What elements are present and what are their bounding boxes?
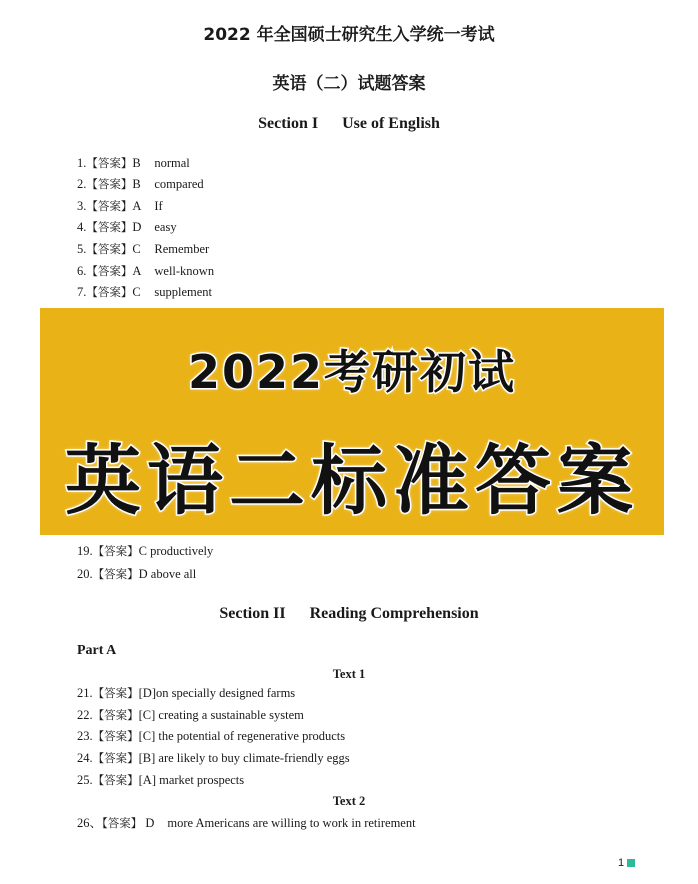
answer-tag: 【答案】 xyxy=(92,729,139,743)
answer-row xyxy=(77,284,212,300)
answer-number: 2. xyxy=(77,177,87,191)
answer-text: above all xyxy=(150,567,197,581)
answer-text: normal xyxy=(154,156,190,170)
answer-letter: C xyxy=(138,544,147,558)
answer-row xyxy=(77,155,190,171)
answer-tag: 【答案】 xyxy=(92,751,139,765)
banner-headline: 2022考研初试 xyxy=(187,345,517,399)
answer-number: 5. xyxy=(77,242,87,256)
answer-letter: A xyxy=(132,199,142,213)
answer-number: 6. xyxy=(77,264,87,278)
answer-tag: 【答案】 xyxy=(86,199,133,213)
answer-number: 21. xyxy=(77,686,93,700)
answer-row xyxy=(77,176,204,192)
answer-number: 20. xyxy=(77,567,93,581)
answer-letter: C xyxy=(132,285,141,299)
page-number: 1 xyxy=(618,857,625,869)
section-2-name: Reading Comprehension xyxy=(309,605,479,622)
answer-number: 1. xyxy=(77,156,87,170)
document-subtitle: 英语（二）试题答案 xyxy=(272,74,426,94)
section-1-heading xyxy=(0,115,698,133)
answer-letter: C xyxy=(132,242,141,256)
answer-tag: 【答案】 xyxy=(92,773,139,787)
answer-row xyxy=(77,728,345,744)
answer-text: If xyxy=(154,199,163,213)
answer-letter: B xyxy=(132,177,141,191)
answer-row xyxy=(77,566,196,582)
answer-text: supplement xyxy=(154,285,213,299)
answer-text: [C] the potential of regenerative products xyxy=(138,729,346,743)
answer-text: productively xyxy=(150,544,214,558)
answer-tag: 【答案】 xyxy=(92,567,139,581)
answer-tag: 【答案】 xyxy=(86,264,133,278)
answer-text: [D]on specially designed farms xyxy=(138,686,296,700)
answer-tag: 【答案】 xyxy=(86,177,133,191)
answer-number: 19. xyxy=(77,544,93,558)
answer-row xyxy=(77,750,350,766)
answer-tag: 【答案】 xyxy=(92,708,139,722)
answer-text: [B] are likely to buy climate-friendly eggs xyxy=(138,751,350,765)
answer-text: [A] market prospects xyxy=(138,773,245,787)
answer-tag: 【答案】 xyxy=(86,156,133,170)
answer-row xyxy=(77,772,244,788)
answer-letter: D xyxy=(132,220,142,234)
answer-row xyxy=(77,707,304,723)
part-a-heading: Part A xyxy=(77,643,117,658)
answer-text: well-known xyxy=(154,264,215,278)
answer-row xyxy=(77,685,295,701)
answer-letter: A xyxy=(132,264,142,278)
page-marker-icon xyxy=(627,859,635,867)
answer-letter: D xyxy=(145,816,155,830)
answer-row xyxy=(77,543,213,559)
answer-row xyxy=(77,241,209,257)
answer-row xyxy=(77,198,163,214)
answer-number: 22. xyxy=(77,708,93,722)
answer-text: Remember xyxy=(154,242,210,256)
answer-row xyxy=(77,815,416,831)
answer-tag: 【答案】 xyxy=(86,242,133,256)
answer-tag: 【答案】 xyxy=(92,686,139,700)
answer-number: 24. xyxy=(77,751,93,765)
answer-text: more Americans are willing to work in retirement xyxy=(167,816,416,830)
answer-text: easy xyxy=(154,220,177,234)
document-title: 2022 年全国硕士研究生入学统一考试 xyxy=(203,25,495,45)
answer-number: 26、 xyxy=(77,816,103,830)
answer-row xyxy=(77,219,177,235)
answer-row xyxy=(77,263,214,279)
banner-subheadline: 英语二标准答案 xyxy=(65,436,639,525)
answer-number: 7. xyxy=(77,285,87,299)
answer-tag: 【答案】 xyxy=(102,816,143,830)
text-2-heading: Text 2 xyxy=(332,794,366,808)
answer-number: 25. xyxy=(77,773,93,787)
section-2-label: Section II xyxy=(219,605,286,622)
section-1-label: Section I xyxy=(258,115,319,132)
answer-tag: 【答案】 xyxy=(86,220,133,234)
answer-number: 4. xyxy=(77,220,87,234)
answer-tag: 【答案】 xyxy=(92,544,139,558)
text-1-heading: Text 1 xyxy=(332,667,366,681)
answer-number: 23. xyxy=(77,729,93,743)
answer-tag: 【答案】 xyxy=(86,285,133,299)
section-2-heading xyxy=(0,605,698,623)
answer-letter: B xyxy=(132,156,141,170)
answer-number: 3. xyxy=(77,199,87,213)
answer-text: [C] creating a sustainable system xyxy=(138,708,304,722)
answer-text: compared xyxy=(154,177,204,191)
answer-letter: D xyxy=(138,567,148,581)
section-1-name: Use of English xyxy=(342,115,440,132)
